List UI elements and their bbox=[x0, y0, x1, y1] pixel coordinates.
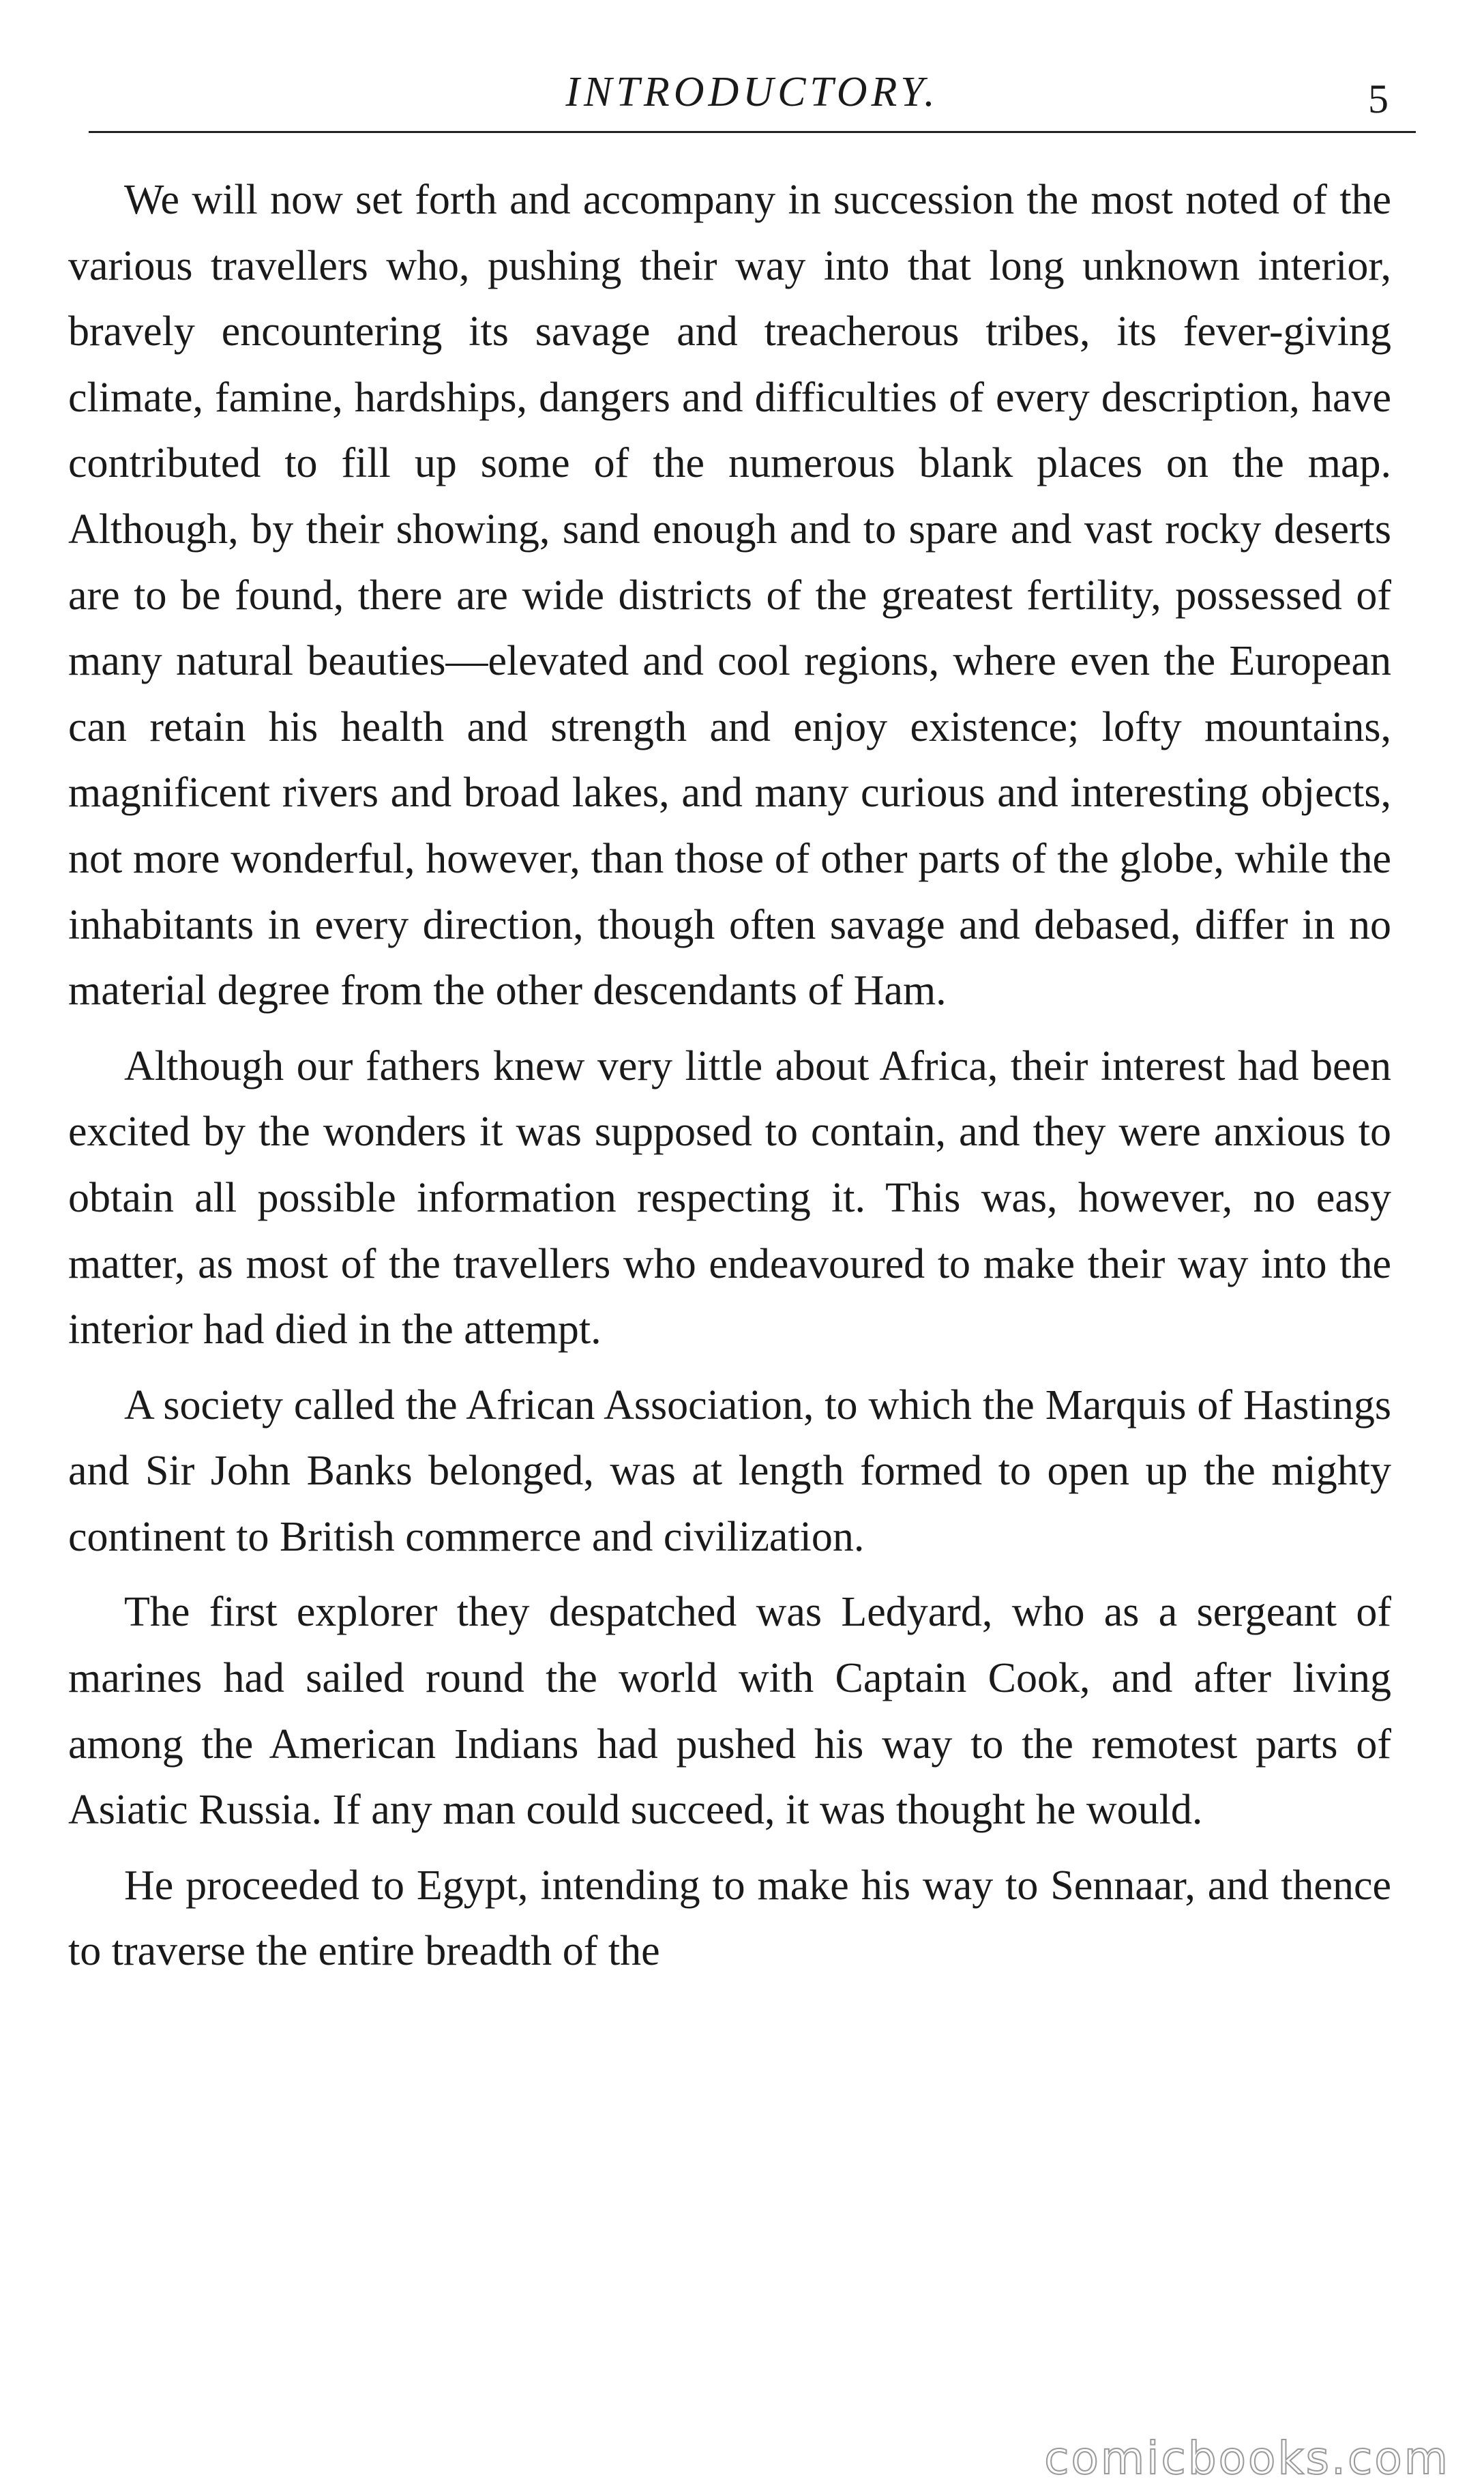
paragraph-3: A society called the African Association, to which the Marquis of Hastings and Sir John Banks belonged, was at length formed to open up the mighty continent to British commerce and civilization. bbox=[68, 1381, 1391, 1560]
body-text bbox=[68, 167, 1391, 1984]
paragraph-1: We will now set forth and accompany in succession the most noted of the various travellers who, pushing their way into that long unknown interior, bravely encountering its savage and treacherous tribes, its fever-giving climate, famine, hardships, dangers and difficulties of every description, have contributed to fill up some of the numerous blank places on the map. Although, by their showing, sand enough and to spare and vast rocky deserts are to be found, there are wide districts of the greatest fertility, possessed of many natural beauties—elevated and cool regions, where even the European can retain his health and strength and enjoy existence; lofty mountains, magnificent rivers and broad lakes, and many curious and interesting objects, not more wonderful, however, than those of other parts of the globe, while the inhabitants in every direction, though often savage and debased, differ in no material degree from the other descendants of Ham. bbox=[68, 177, 1391, 1014]
running-title: INTRODUCTORY. bbox=[565, 69, 939, 115]
paragraph-2: Although our fathers knew very little about Africa, their interest had been excited by the wonders it was supposed to contain, and they were anxious to obtain all possible information respecting it. This was, however, no easy matter, as most of the travellers who endeavoured to make their way into the interior had died in the attempt. bbox=[68, 1042, 1391, 1353]
paragraph-5: He proceeded to Egypt, intending to make his way to Sennaar, and thence to traverse the entire breadth of the bbox=[68, 1862, 1391, 1975]
page-number: 5 bbox=[1368, 76, 1389, 121]
header-rule bbox=[89, 131, 1416, 133]
paragraph-4: The first explorer they despatched was Ledyard, who as a sergeant of marines had sailed round the world with Captain Cook, and after living among the American Indians had pushed his way to the remotest parts of Asiatic Russia. If any man could succeed, it was thought he would. bbox=[68, 1589, 1391, 1834]
watermark: comicbooks.com bbox=[1044, 2432, 1450, 2485]
